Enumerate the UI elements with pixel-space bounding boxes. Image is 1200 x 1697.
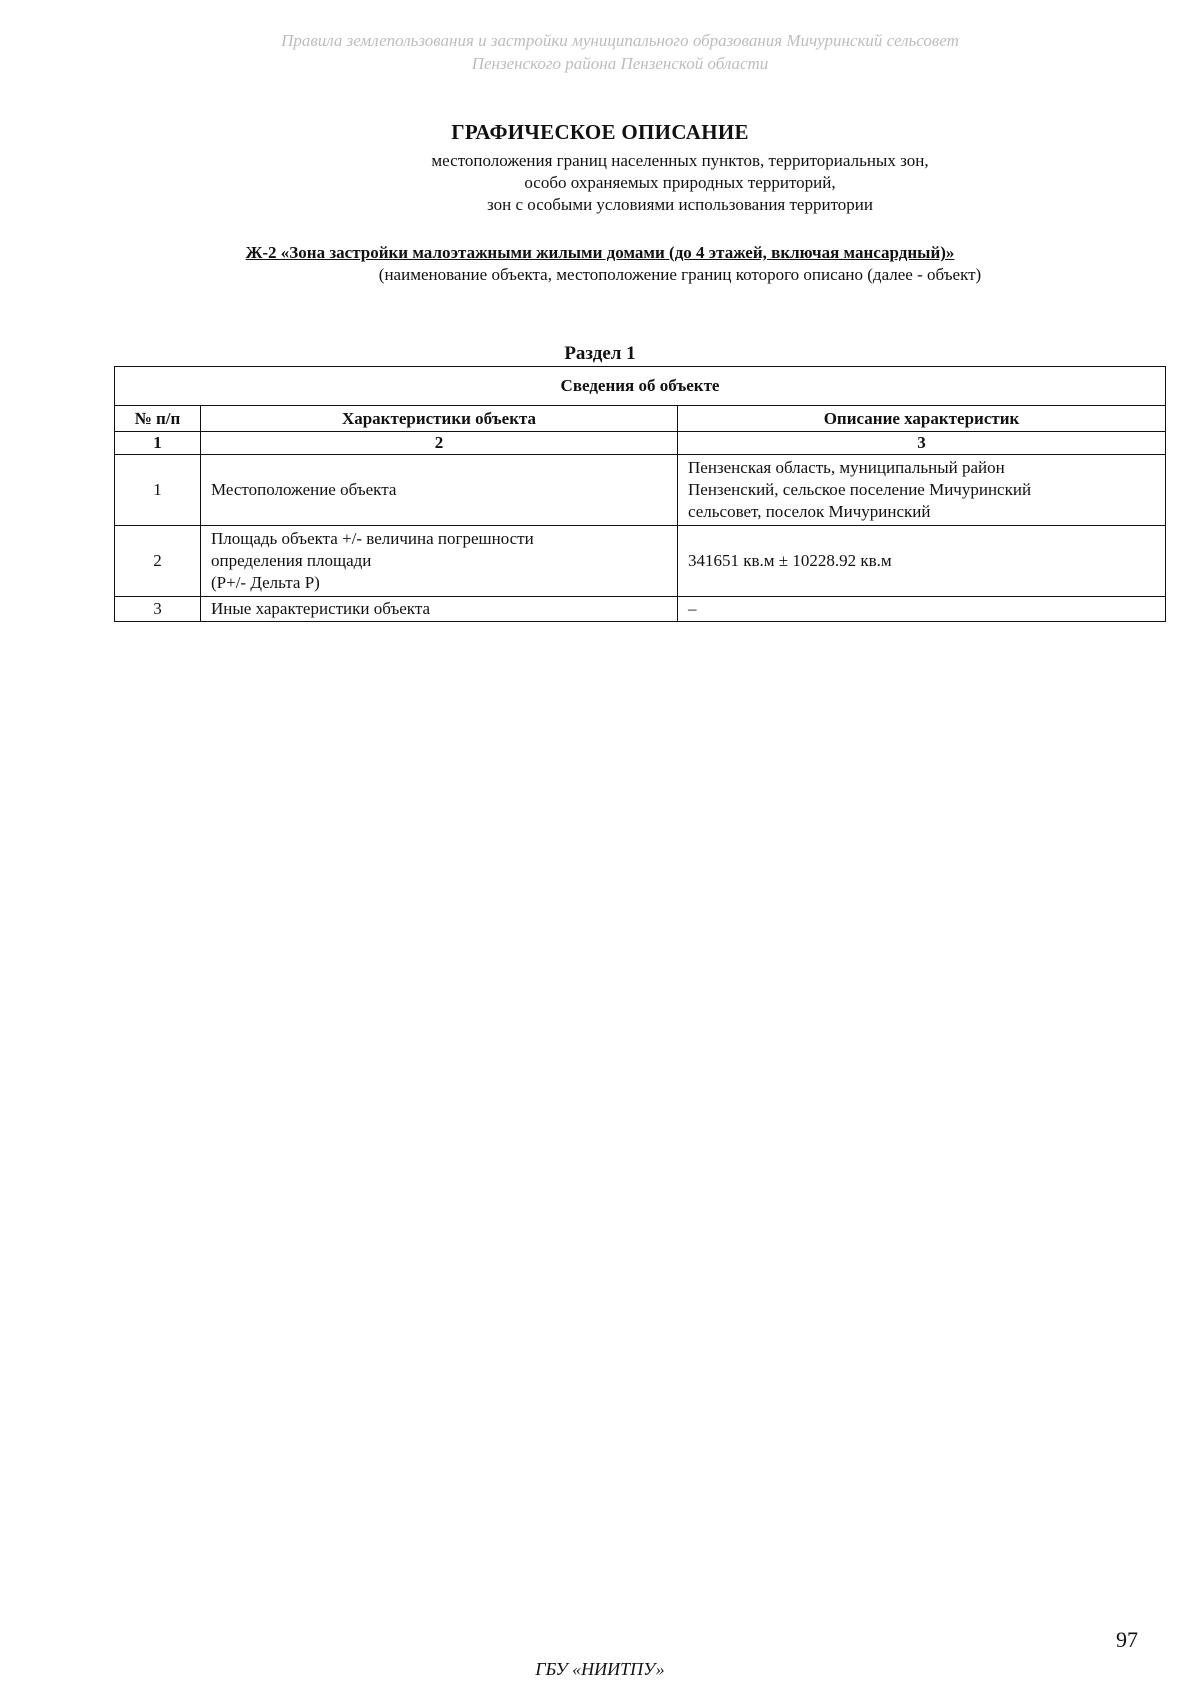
subtitle-line-2: особо охраняемых природных территорий, xyxy=(524,173,836,192)
table-row xyxy=(115,597,1166,622)
document-title: ГРАФИЧЕСКОЕ ОПИСАНИЕ xyxy=(451,120,749,144)
row-characteristic-line: Площадь объекта +/- величина погрешности xyxy=(211,529,534,548)
running-header xyxy=(120,29,1120,75)
table-header-row xyxy=(115,406,1166,432)
running-header-line-1: Правила землепользования и застройки муниципального образования Мичуринский сельсовет xyxy=(281,31,959,50)
row-characteristic-line: Иные характеристики объекта xyxy=(211,599,431,618)
row-description xyxy=(678,455,1166,526)
document-subtitle xyxy=(230,150,1130,216)
table-row xyxy=(115,526,1166,597)
row-number: 3 xyxy=(115,597,201,622)
row-description xyxy=(678,597,1166,622)
row-description xyxy=(678,526,1166,597)
table-caption: Сведения об объекте xyxy=(115,367,1166,406)
column-number-3: 3 xyxy=(678,432,1166,455)
subtitle-line-3: зон с особыми условиями использования территории xyxy=(487,195,873,214)
page-number: 97 xyxy=(1116,1627,1138,1652)
row-characteristic xyxy=(201,526,678,597)
object-name: Ж-2 «Зона застройки малоэтажными жилыми домами (до 4 этажей, включая мансардный)» xyxy=(245,243,955,262)
column-header-number: № п/п xyxy=(115,406,201,432)
running-header-line-2: Пензенского района Пензенской области xyxy=(471,54,769,73)
row-description-line: 341651 кв.м ± 10228.92 кв.м xyxy=(688,551,892,570)
table-column-number-row xyxy=(115,432,1166,455)
object-name-caption: (наименование объекта, местоположение границ которого описано (далее - объект) xyxy=(378,265,982,284)
column-number-2: 2 xyxy=(201,432,678,455)
row-characteristic-line: (Р+/- Дельта Р) xyxy=(211,573,320,592)
object-info-table xyxy=(114,366,1166,622)
row-number: 2 xyxy=(115,526,201,597)
section-title: Раздел 1 xyxy=(564,343,636,364)
table-row xyxy=(115,455,1166,526)
row-characteristic xyxy=(201,455,678,526)
row-number: 1 xyxy=(115,455,201,526)
row-characteristic-line: Местоположение объекта xyxy=(211,480,397,499)
row-description-line: Пензенский, сельское поселение Мичуринский xyxy=(688,480,1032,499)
row-description-line: сельсовет, поселок Мичуринский xyxy=(688,502,931,521)
subtitle-line-1: местоположения границ населенных пунктов, территориальных зон, xyxy=(431,151,929,170)
row-description-line: Пензенская область, муниципальный район xyxy=(688,458,1005,477)
row-characteristic xyxy=(201,597,678,622)
table-caption-row xyxy=(115,367,1166,406)
row-characteristic-line: определения площади xyxy=(211,551,372,570)
column-number-1: 1 xyxy=(115,432,201,455)
column-header-characteristic: Характеристики объекта xyxy=(201,406,678,432)
row-description-line: – xyxy=(688,599,697,618)
footer-organization: ГБУ «НИИТПУ» xyxy=(535,1659,665,1679)
column-header-description: Описание характеристик xyxy=(678,406,1166,432)
